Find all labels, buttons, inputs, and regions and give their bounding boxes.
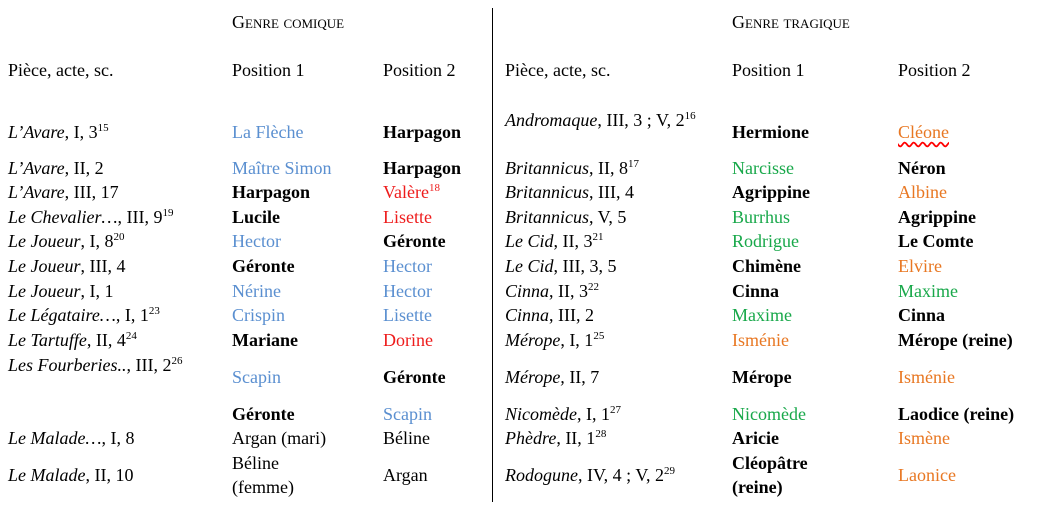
tragique-piece-cell [505, 279, 599, 303]
comique-play-title: Le Légataire… [8, 305, 116, 325]
comique-piece-cell [8, 205, 173, 229]
tragique-play-title: Britannicus [505, 182, 589, 202]
comique-position-1-cell [232, 303, 285, 327]
tragique-piece-cell [505, 426, 606, 450]
tragique-position-1-name: Narcisse [732, 158, 794, 178]
comique-play-title: Le Joueur [8, 281, 81, 301]
comique-position-1-name: Scapin [232, 367, 281, 387]
comique-position-1-name: Crispin [232, 305, 286, 325]
comique-footnote-ref[interactable]: 19 [162, 207, 174, 219]
tragique-header-piece: Pièce, acte, sc. [505, 60, 611, 80]
tragique-play-act-scene: , II, 3 [553, 231, 593, 251]
tragique-position-1-name: Aricie [732, 428, 779, 448]
tragique-play-act-scene: , III, 4 [589, 182, 634, 202]
tragique-play-act-scene: , II, 1 [556, 428, 596, 448]
tragique-play-title: Cinna [505, 281, 550, 301]
tragique-footnote-ref[interactable]: 27 [609, 404, 621, 416]
comique-play-title: Le Joueur [8, 231, 81, 251]
comique-position-1-name: Mariane [232, 330, 298, 350]
tragique-position-1-cell [732, 426, 779, 450]
tragique-position-2-cell [898, 229, 973, 253]
tragique-position-1-cell [732, 303, 792, 327]
comique-play-act-scene: , III, 2 [126, 355, 172, 375]
tragique-play-act-scene: II, 7 [564, 367, 600, 387]
comique-position-2-name: Harpagon [383, 122, 462, 142]
tragique-position-1-name: Cinna [732, 281, 780, 301]
tragique-position-2-name: Laodice (reine) [898, 404, 1015, 424]
tragique-position-2-cell [898, 328, 1013, 352]
tragique-play-title: Rodogune [505, 465, 578, 485]
comique-play-act-scene: , II, 4 [86, 330, 126, 350]
tragique-position-1-cell [732, 156, 794, 180]
tragique-play-act-scene: , I, 1 [560, 330, 594, 350]
tragique-position-2-cell [898, 365, 955, 389]
comique-position-2-cell [383, 180, 440, 204]
tragique-position-2-cell [898, 180, 947, 204]
tragique-piece-cell [505, 365, 599, 389]
comique-position-2-cell [383, 120, 461, 144]
tragique-piece-cell [505, 463, 675, 487]
comique-position-2-cell [383, 426, 430, 450]
tragique-footnote-ref[interactable]: 29 [664, 465, 676, 477]
comique-position-2-cell [383, 365, 446, 389]
comique-play-act-scene: , I, 8 [80, 231, 114, 251]
tragique-position-1-cell [732, 402, 806, 426]
comique-play-title: L’Avare [8, 182, 65, 202]
tragique-position-1-cell [732, 254, 801, 278]
comique-position-2-cell [383, 402, 432, 426]
tragique-position-1-name: Cléopâtre (reine) [732, 453, 808, 497]
tragique-position-1-name: Maxime [732, 305, 792, 325]
tragique-piece-cell [505, 156, 639, 180]
comique-position-2-name: Béline [383, 428, 430, 448]
comique-position-1-name: Géronte [232, 256, 295, 276]
comique-position-2-cell [383, 303, 432, 327]
tragique-position-2-cell [898, 156, 946, 180]
comique-header-position-2: Position 2 [383, 60, 456, 80]
tragique-play-title: Mérope [505, 330, 561, 350]
comique-position-2-cell [383, 254, 432, 278]
comique-play-title: Le Chevalier… [8, 207, 118, 227]
comique-position-2-cell [383, 156, 461, 180]
comique-piece-cell [8, 156, 104, 180]
tragique-piece-cell [505, 180, 634, 204]
comique-footnote-ref[interactable]: 26 [171, 355, 183, 367]
comique-position-1-cell [232, 279, 281, 303]
comique-position-1-name: Harpagon [232, 182, 311, 202]
tragique-position-1-cell [732, 120, 809, 144]
comique-position-2-cell [383, 328, 433, 352]
comique-position-1-cell [232, 328, 298, 352]
tragique-play-title: Cinna [505, 305, 550, 325]
comique-piece-cell [8, 328, 137, 352]
tragique-footnote-ref[interactable]: 16 [684, 110, 696, 122]
comique-position-1-cell [232, 156, 332, 180]
comique-position-1-cell [232, 254, 295, 278]
comique-play-act-scene: , I, 8 [101, 428, 135, 448]
comique-position-2-name: Scapin [383, 404, 432, 424]
tragique-play-title: Le Cid [505, 256, 554, 276]
tragique-position-2-cell [898, 279, 958, 303]
tragique-position-2-name: Agrippine [898, 207, 977, 227]
tragique-footnote-ref[interactable]: 22 [588, 281, 600, 293]
tragique-piece-cell [505, 254, 617, 278]
tragique-position-1-cell [732, 180, 810, 204]
tragique-position-2-cell [898, 120, 949, 144]
comique-piece-cell [8, 120, 109, 144]
comique-piece-cell [8, 279, 113, 303]
tragique-play-title: Andromaque [505, 110, 598, 130]
comique-piece-cell [8, 426, 135, 450]
comique-position-1-name: Maître Simon [232, 158, 332, 178]
heading-genre-tragique: Genre tragique [732, 12, 850, 32]
comique-position-1-cell [232, 120, 303, 144]
comique-footnote-ref[interactable]: 20 [113, 231, 125, 243]
tragique-piece-cell [505, 108, 715, 132]
tragique-position-2-name: Maxime [898, 281, 958, 301]
comique-position-2-name: Lisette [383, 207, 432, 227]
tragique-play-title: Britannicus [505, 207, 589, 227]
tragique-play-title: Mérope, [505, 367, 565, 387]
comique-position-2-name: Argan [383, 465, 428, 485]
tragique-play-title: Britannicus [505, 158, 589, 178]
tragique-play-act-scene: , IV, 4 ; V, 2 [577, 465, 665, 485]
comique-play-title: Le Malade [8, 465, 86, 485]
tragique-piece-cell [505, 328, 604, 352]
tragique-play-act-scene: , III, 2 [549, 305, 594, 325]
comique-position-1-name: Lucile [232, 207, 280, 227]
comique-footnote-ref[interactable]: 15 [97, 122, 109, 134]
tragique-header-position-2: Position 2 [898, 60, 971, 80]
tragique-footnote-ref[interactable]: 28 [595, 428, 607, 440]
tragique-position-1-cell [732, 451, 862, 499]
tragique-footnote-ref[interactable]: 25 [593, 330, 605, 342]
comique-footnote-ref[interactable]: 23 [148, 305, 160, 317]
comique-play-act-scene: , II, 2 [64, 158, 104, 178]
comique-play-act-scene: , I, 3 [64, 122, 98, 142]
tragique-piece-cell [505, 303, 594, 327]
comique-position-1-cell [232, 402, 295, 426]
comique-position-2-name: Géronte [383, 231, 446, 251]
tragique-position-1-name: Hermione [732, 122, 809, 142]
comique-position-2-name: Géronte [383, 367, 446, 387]
tragique-position-1-name: Mérope [732, 367, 792, 387]
comique-play-title: L’Avare [8, 158, 65, 178]
comique-play-act-scene: , I, 1 [80, 281, 114, 301]
comique-position-1-name: La Flèche [232, 122, 304, 142]
comique-position-2-cell [383, 279, 432, 303]
comique-play-act-scene: , I, 1 [115, 305, 149, 325]
comique-position-1-cell [232, 365, 281, 389]
comique-play-title: Le Joueur [8, 256, 81, 276]
tragique-piece-cell [505, 229, 604, 253]
tragique-position-2-name: Albine [898, 182, 947, 202]
tragique-position-2-name: Elvire [898, 256, 942, 276]
tragique-position-2-cell [898, 402, 1014, 426]
comique-footnote-ref[interactable]: 18 [428, 182, 440, 194]
tragique-position-2-name: Isménie [898, 367, 955, 387]
tragique-position-1-cell [732, 205, 790, 229]
comique-position-2-name: Hector [383, 256, 432, 276]
comique-position-1-cell [232, 229, 281, 253]
comique-play-title: Les Fourberies.. [8, 355, 127, 375]
comique-piece-cell [8, 463, 133, 487]
comique-play-title: Le Malade… [8, 428, 102, 448]
comique-header-position-1: Position 1 [232, 60, 305, 80]
comique-piece-cell [8, 353, 228, 377]
tragique-play-act-scene: , III, 3, 5 [553, 256, 617, 276]
tragique-position-1-name: Chimène [732, 256, 801, 276]
comique-position-2-name: Harpagon [383, 158, 462, 178]
comique-play-act-scene: , III, 9 [117, 207, 163, 227]
comique-play-title: L’Avare [8, 122, 65, 142]
tragique-position-1-name: Agrippine [732, 182, 811, 202]
comique-piece-cell [8, 180, 119, 204]
tragique-play-title: Phèdre [505, 428, 557, 448]
tragique-position-1-cell [732, 229, 799, 253]
comique-position-1-name: Béline (femme) [232, 453, 294, 497]
comique-position-2-name: Hector [383, 281, 432, 301]
comique-position-1-name: Nérine [232, 281, 281, 301]
comique-position-1-name: Argan (mari) [232, 428, 327, 448]
comique-position-2-cell [383, 229, 446, 253]
tragique-position-2-name: Ismène [898, 428, 950, 448]
tragique-position-1-cell [732, 328, 789, 352]
tragique-position-2-cell [898, 463, 956, 487]
tragique-position-2-cell [898, 426, 950, 450]
tragique-position-2-name: Néron [898, 158, 946, 178]
heading-genre-comique: Genre comique [232, 12, 345, 32]
tragique-play-act-scene: , V, 5 [589, 207, 627, 227]
comique-position-2-cell [383, 463, 428, 487]
comique-position-1-cell [232, 426, 326, 450]
comique-position-1-name: Géronte [232, 404, 295, 424]
column-divider [492, 8, 493, 502]
tragique-position-2-name: Le Comte [898, 231, 974, 251]
tragique-position-2-name: Cinna [898, 305, 946, 325]
tragique-play-title: Le Cid [505, 231, 554, 251]
tragique-position-2-cell [898, 205, 976, 229]
tragique-position-1-name: Nicomède [732, 404, 806, 424]
tragique-footnote-ref[interactable]: 21 [592, 231, 604, 243]
tragique-header-position-1: Position 1 [732, 60, 805, 80]
comique-position-1-cell [232, 180, 310, 204]
comique-header-piece: Pièce, acte, sc. [8, 60, 114, 80]
comique-position-1-name: Hector [232, 231, 281, 251]
tragique-position-1-cell [732, 279, 779, 303]
comique-position-1-cell [232, 205, 280, 229]
tragique-play-act-scene: , I, 1 [576, 404, 610, 424]
comique-position-2-cell [383, 205, 432, 229]
comique-position-2-name: Valère [383, 182, 429, 202]
tragique-position-2-name: Laonice [898, 465, 956, 485]
comique-play-act-scene: , II, 10 [85, 465, 134, 485]
tragique-position-2-cell [898, 254, 942, 278]
comique-play-title: Le Tartuffe [8, 330, 87, 350]
tragique-position-2-cell [898, 303, 945, 327]
comique-play-act-scene: , III, 4 [80, 256, 126, 276]
tragique-position-1-name: Rodrigue [732, 231, 799, 251]
comique-footnote-ref[interactable]: 24 [125, 330, 137, 342]
tragique-position-2-name: Mérope (reine) [898, 330, 1013, 350]
comique-position-1-cell [232, 451, 332, 499]
tragique-play-title: Nicomède [505, 404, 577, 424]
tragique-position-1-name: Burrhus [732, 207, 790, 227]
tragique-play-act-scene: , III, 3 ; V, 2 [597, 110, 685, 130]
tragique-position-2-name: Cléone [898, 122, 949, 142]
comique-piece-cell [8, 254, 125, 278]
tragique-position-1-cell [732, 365, 792, 389]
tragique-piece-cell [505, 402, 621, 426]
comique-piece-cell [8, 303, 160, 327]
comique-play-act-scene: , III, 17 [64, 182, 119, 202]
tragique-play-act-scene: , II, 8 [589, 158, 628, 178]
tragique-position-1-name: Isménie [732, 330, 789, 350]
comique-position-2-name: Dorine [383, 330, 433, 350]
tragique-play-act-scene: , II, 3 [549, 281, 589, 301]
tragique-piece-cell [505, 205, 626, 229]
comique-position-2-name: Lisette [383, 305, 432, 325]
comique-piece-cell [8, 229, 124, 253]
tragique-footnote-ref[interactable]: 17 [628, 158, 639, 170]
